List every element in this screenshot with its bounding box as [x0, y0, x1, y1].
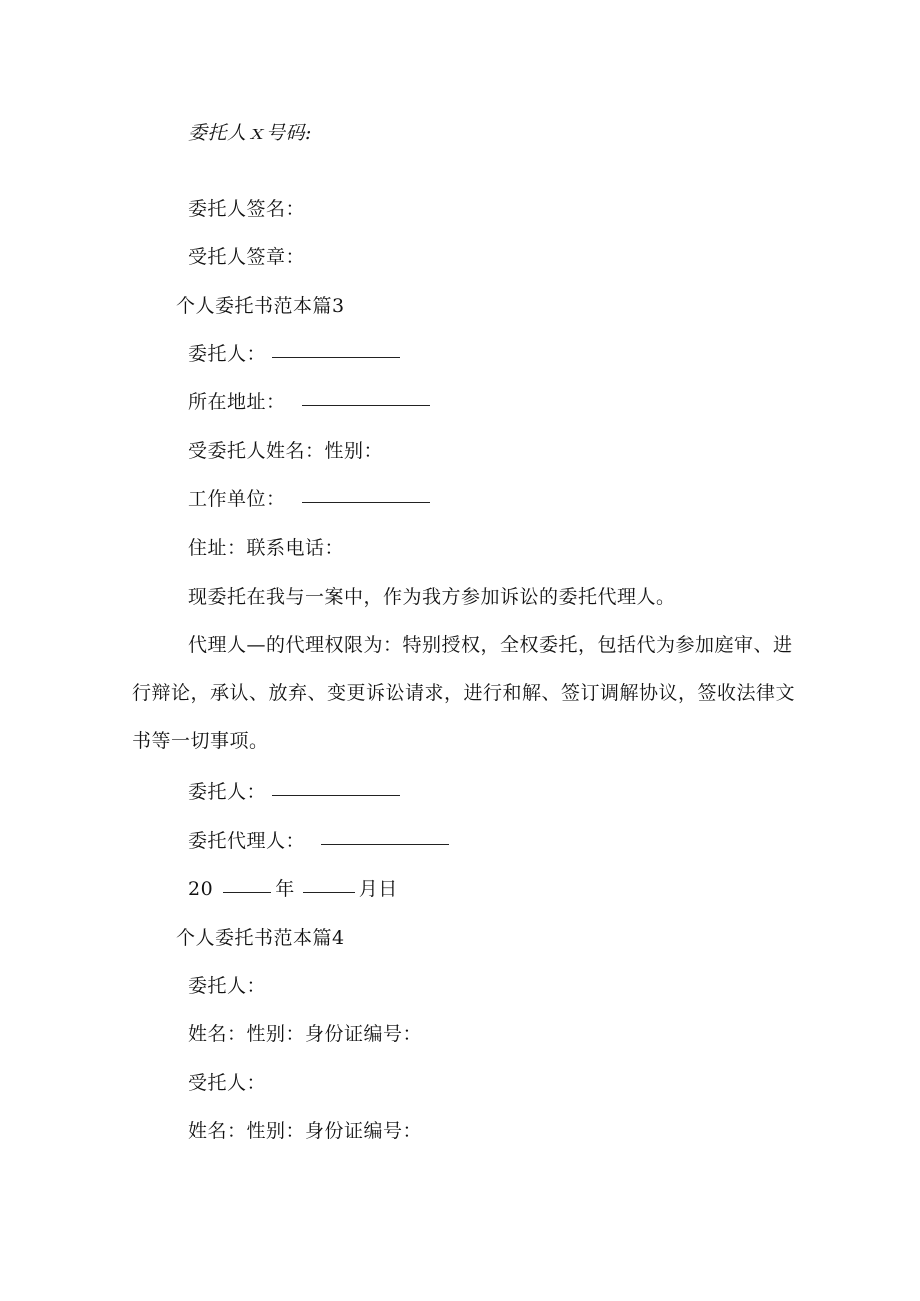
section3-address-label: 所在地址：: [188, 391, 286, 413]
section3-agent-sign-label: 委托代理人：: [188, 830, 306, 852]
section3-residence-line: 住址：联系电话：: [188, 537, 345, 559]
section3-heading: 个人委托书范本篇3: [176, 295, 345, 317]
section3-statement: 现委托在我与一案中，作为我方参加诉讼的委托代理人。: [188, 586, 676, 608]
section3-date-line: [188, 877, 398, 901]
client-id-line: 委托人ｘ号码:: [188, 122, 312, 144]
date-month-day-label: 月日: [358, 878, 398, 900]
month-blank: [303, 891, 355, 893]
section4-trustee-info-line: 姓名：性别：身份证编号：: [188, 1120, 423, 1142]
section3-client-sign-line: [188, 780, 400, 804]
section3-client-label: 委托人：: [188, 343, 267, 365]
blank-underline: [302, 501, 430, 503]
date-year-label: 年: [275, 878, 295, 900]
trustee-signature-line: 受托人签章：: [188, 246, 306, 268]
section3-agent-sign-line: [188, 829, 449, 853]
date-prefix: 20: [188, 878, 214, 900]
section4-client-line: 委托人：: [188, 975, 267, 997]
section3-client-sign-label: 委托人：: [188, 781, 267, 803]
section3-authority-paragraph: 代理人—的代理权限为：特别授权，全权委托，包括代为参加庭审、进行辩论，承认、放弃、变更诉讼请求，进行和解、签订调解协议，签收法律文书等一切事项。: [132, 634, 796, 752]
section3-workplace-line: [188, 487, 430, 511]
blank-underline: [302, 404, 430, 406]
section3-workplace-label: 工作单位：: [188, 488, 286, 510]
year-blank: [223, 891, 271, 893]
section3-trustee-name-line: 受委托人姓名：性别：: [188, 440, 384, 462]
section4-trustee-line: 受托人：: [188, 1072, 267, 1094]
section3-client-line: [188, 342, 400, 366]
blank-underline: [272, 356, 400, 358]
blank-underline: [321, 843, 449, 845]
section4-heading: 个人委托书范本篇4: [176, 927, 345, 949]
section3-address-line: [188, 390, 430, 414]
blank-underline: [272, 794, 400, 796]
client-signature-line: 委托人签名：: [188, 198, 306, 220]
section4-client-info-line: 姓名：性别：身份证编号：: [188, 1023, 423, 1045]
